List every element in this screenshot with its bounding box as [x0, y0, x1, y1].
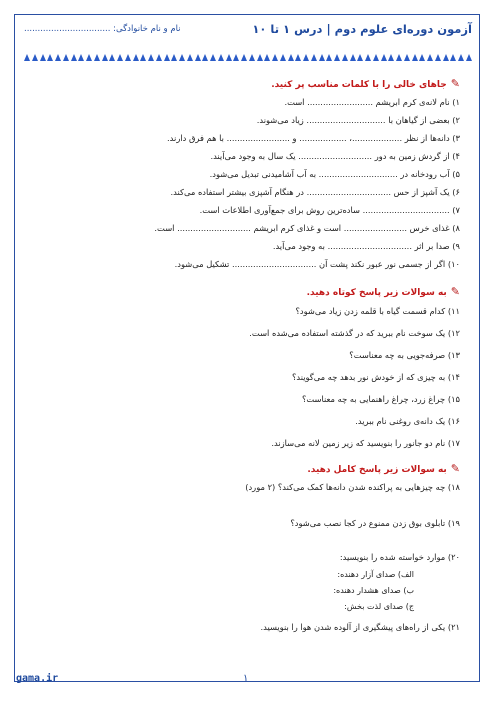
triangle-ornament [404, 54, 410, 61]
triangle-ornament [164, 54, 170, 61]
triangle-ornament [396, 54, 402, 61]
question-15: ۱۵) چراغ زرد، چراغ راهنمایی به چه معناست؟ [302, 394, 460, 404]
triangle-ornament [179, 54, 185, 61]
triangle-ornament [388, 54, 394, 61]
question-21: ۲۱) یکی از راه‌های پیشگیری از آلوده شدن هوا را بنویسید. [260, 622, 460, 632]
pencil-icon: ✎ [450, 462, 460, 475]
triangle-ornament [264, 54, 270, 61]
section-heading-fill-blanks [271, 77, 460, 90]
sub-item-c: ج) صدای لذت بخش: [344, 602, 414, 611]
triangle-ornament [458, 54, 464, 61]
triangle-ornament [466, 54, 472, 61]
decorative-divider [24, 54, 472, 62]
section-heading-long-answers [307, 462, 460, 475]
triangle-ornament [249, 54, 255, 61]
question-6: ۶) یک آشپز از حس ................................ در هنگام آشپزی بیشتر استفاده می‌کند. [170, 187, 460, 197]
triangle-ornament [350, 54, 356, 61]
triangle-ornament [156, 54, 162, 61]
triangle-ornament [94, 54, 100, 61]
triangle-ornament [241, 54, 247, 61]
triangle-ornament [187, 54, 193, 61]
triangle-ornament [435, 54, 441, 61]
section-title: به سوالات زیر پاسخ کامل دهید. [307, 465, 447, 475]
triangle-ornament [140, 54, 146, 61]
triangle-ornament [342, 54, 348, 61]
triangle-ornament [218, 54, 224, 61]
triangle-ornament [334, 54, 340, 61]
triangle-ornament [226, 54, 232, 61]
triangle-ornament [195, 54, 201, 61]
triangle-ornament [280, 54, 286, 61]
triangle-ornament [55, 54, 61, 61]
triangle-ornament [125, 54, 131, 61]
triangle-ornament [171, 54, 177, 61]
pencil-icon: ✎ [450, 285, 460, 298]
triangle-ornament [24, 54, 30, 61]
section-title: جاهای خالی را با کلمات مناسب پر کنید. [271, 80, 447, 90]
triangle-ornament [63, 54, 69, 61]
question-4: ۴) از گردش زمین به دور ............................ یک سال به وجود می‌آیند. [210, 151, 460, 161]
triangle-ornament [210, 54, 216, 61]
triangle-ornament [47, 54, 53, 61]
question-11: ۱۱) کدام قسمت گیاه با قلمه زدن زیاد می‌شود؟ [295, 306, 460, 316]
triangle-ornament [117, 54, 123, 61]
sub-item-b: ب) صدای هشدار دهنده: [333, 586, 414, 595]
question-2: ۲) بعضی از گیاهان با .............................. زیاد می‌شوند. [256, 115, 460, 125]
triangle-ornament [288, 54, 294, 61]
triangle-ornament [373, 54, 379, 61]
triangle-ornament [78, 54, 84, 61]
triangle-ornament [357, 54, 363, 61]
page-title: آزمون دوره‌ای علوم دوم | درس ۱ تا ۱۰ [252, 22, 472, 36]
triangle-ornament [311, 54, 317, 61]
triangle-ornament [326, 54, 332, 61]
triangle-ornament [233, 54, 239, 61]
section-title: به سوالات زیر پاسخ کوتاه دهید. [306, 288, 447, 298]
question-20: ۲۰) موارد خواسته شده را بنویسید: [339, 552, 460, 562]
question-3: ۳) دانه‌ها از نظر ...................، .................. و ........................ با هم فرق دارند. [167, 133, 460, 143]
triangle-ornament [148, 54, 154, 61]
triangle-ornament [202, 54, 208, 61]
triangle-ornament [86, 54, 92, 61]
sub-item-a: الف) صدای آزار دهنده: [337, 570, 414, 579]
triangle-ornament [32, 54, 38, 61]
triangle-ornament [272, 54, 278, 61]
question-14: ۱۴) به چیزی که از خودش نور بدهد چه می‌گویند؟ [291, 372, 460, 382]
triangle-ornament [133, 54, 139, 61]
question-10: ۱۰) اگر از جسمی نور عبور نکند پشت آن ................................ تشکیل می‌شود. [174, 259, 460, 269]
question-9: ۹) صدا بر اثر ................................ به وجود می‌آید. [272, 241, 460, 251]
question-8: ۸) غذای خرس ........................ است و غذای کرم ابریشم ............................ است. [154, 223, 460, 233]
triangle-ornament [303, 54, 309, 61]
triangle-ornament [450, 54, 456, 61]
site-watermark: gama.ir [16, 673, 59, 684]
triangle-ornament [319, 54, 325, 61]
page-number: ۱ [243, 673, 249, 684]
triangle-ornament [419, 54, 425, 61]
triangle-ornament [443, 54, 449, 61]
student-name-field[interactable]: نام و نام خانوادگی: ................................ [24, 24, 181, 34]
triangle-ornament [71, 54, 77, 61]
triangle-ornament [40, 54, 46, 61]
section-heading-short-answers [307, 285, 460, 298]
pencil-icon: ✎ [450, 77, 460, 90]
triangle-ornament [257, 54, 263, 61]
question-19: ۱۹) تابلوی بوق زدن ممنوع در کجا نصب می‌شود؟ [290, 518, 460, 528]
question-17: ۱۷) نام دو جانور را بنویسید که زیر زمین لانه می‌سازند. [271, 438, 460, 448]
triangle-ornament [381, 54, 387, 61]
question-12: ۱۲) یک سوخت نام ببرید که در گذشته استفاده می‌شده است. [249, 328, 460, 338]
triangle-ornament [427, 54, 433, 61]
question-7: ۷) ................................. ساده‌ترین روش برای جمع‌آوری اطلاعات است. [199, 205, 460, 215]
triangle-ornament [365, 54, 371, 61]
question-16: ۱۶) یک دانه‌ی روغنی نام ببرید. [355, 416, 460, 426]
triangle-ornament [295, 54, 301, 61]
header [24, 22, 472, 46]
question-5: ۵) آب رودخانه در .............................. به آب آشامیدنی تبدیل می‌شود. [209, 169, 460, 179]
question-18: ۱۸) چه چیزهایی به پراکنده شدن دانه‌ها کمک می‌کند؟ (۲ مورد) [245, 482, 460, 492]
triangle-ornament [412, 54, 418, 61]
question-13: ۱۳) صرفه‌جویی به چه معناست؟ [349, 350, 460, 360]
triangle-ornament [102, 54, 108, 61]
triangle-ornament [109, 54, 115, 61]
question-1: ۱) نام لانه‌ی کرم ابریشم ......................... است. [284, 97, 460, 107]
